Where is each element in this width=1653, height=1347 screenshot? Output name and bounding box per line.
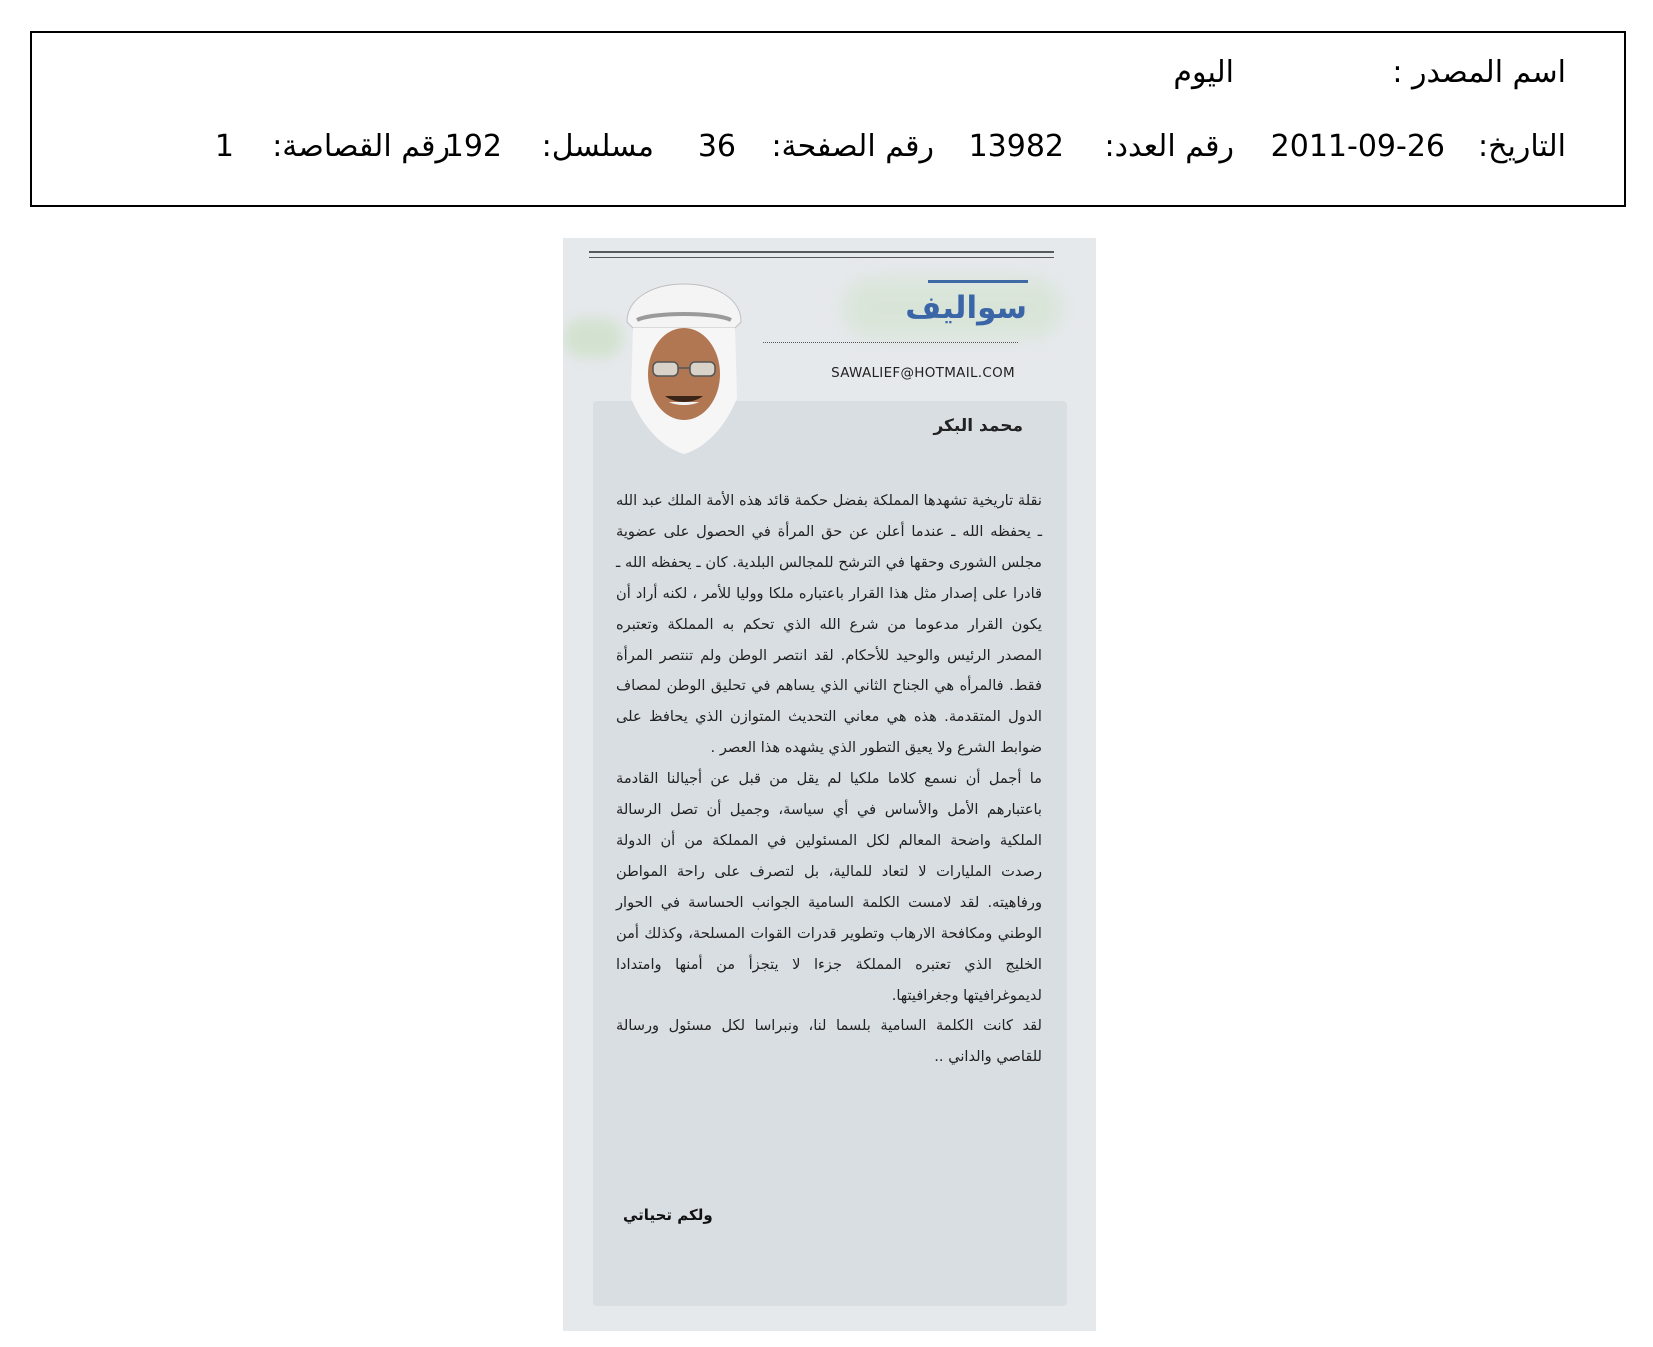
- date-label: التاريخ:: [1478, 129, 1566, 164]
- column-title-rule: [928, 280, 1028, 283]
- page-label: رقم الصفحة:: [771, 129, 934, 164]
- clip-label: رقم القصاصة:: [272, 129, 450, 164]
- article-paragraph: ما أجمل أن نسمع كلاما ملكيا لم يقل من قبل عن أجيالنا القادمة باعتبارهم الأمل والأساس في أي سياسة، وجميل أن تصل الرسالة الملكية واضحة المعالم لكل المسئولين في المملكة من أن الدولة رصدت المليارات لا لتعاد للمالية، بل لتصرف على راحة المواطن ورفاهيته. لقد لامست الكلمة السامية الجوانب الحساسة في الحوار الوطني ومكافحة الارهاب وتطوير قدرات القوات المسلحة، وكذلك أمن الخليج الذي تعتبره المملكة جزءا لا يتجزأ من أمنها وامتدادا لديموغرافيتها وجغرافيتها.: [616, 770, 1042, 1004]
- issue-label: رقم العدد:: [1104, 129, 1234, 164]
- article-paragraph: نقلة تاريخية تشهدها المملكة بفضل حكمة قائد هذه الأمة الملك عبد الله ـ يحفظه الله ـ عندما أعلن عن حق المرأة في الحصول على عضوية مجلس الشورى وحقها في الترشح للمجالس البلدية. كان ـ يحفظه الله ـ قادرا على إصدار مثل هذا القرار باعتباره ملكا ووليا للأمر ، لكنه أراد أن يكون القرار مدعوما من شرع الله الذي تحكم به المملكة وتعتبره المصدر الرئيس والوحيد للأحكام. لقد انتصر الوطن ولم تنتصر المرأة فقط. فالمرأه هي الجناح الثاني الذي يساهم في تحليق الوطن لمصاف الدول المتقدمة. هذه هي معاني التحديث المتوازن الذي يحافظ على ضوابط الشرع ولا يعيق التطور الذي يشهده هذا العصر .: [616, 492, 1042, 757]
- author-name: محمد البكر: [933, 416, 1023, 436]
- article-body: [616, 486, 1042, 1073]
- author-portrait: [623, 278, 745, 458]
- article-paragraph: لقد كانت الكلمة السامية بلسما لنا، ونبراسا لكل مسئول ورسالة للقاصي والداني ..: [616, 1017, 1042, 1066]
- issue-value: 13982: [968, 129, 1064, 164]
- top-rule-thin: [589, 257, 1054, 258]
- author-email: SAWALIEF@HOTMAIL.COM: [831, 365, 1015, 381]
- clip-value: 1: [214, 129, 234, 164]
- background-haze-left: [563, 318, 623, 358]
- clipping-info-box: [30, 31, 1626, 207]
- source-value: اليوم: [1173, 55, 1234, 90]
- serial-label: مسلسل:: [541, 129, 654, 164]
- dotted-divider: [763, 342, 1018, 343]
- serial-value: 192: [444, 129, 502, 164]
- source-label: اسم المصدر :: [1392, 55, 1566, 90]
- newspaper-clipping: [563, 238, 1096, 1331]
- column-title: سواليف: [905, 290, 1027, 326]
- top-rule: [589, 251, 1054, 253]
- page-value: 36: [697, 129, 736, 164]
- date-value: 2011-09-26: [1270, 129, 1445, 164]
- article-signoff: ولكم تحياتي: [623, 1206, 713, 1224]
